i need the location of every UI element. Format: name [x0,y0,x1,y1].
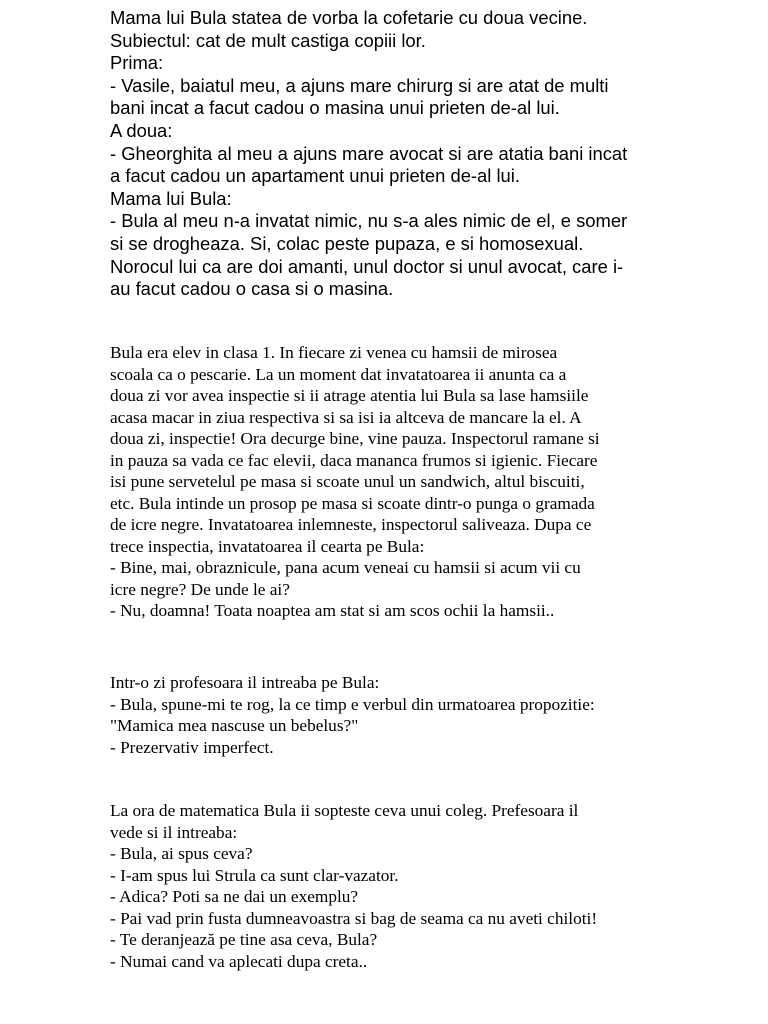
joke-mama-lui-bula [110,7,750,301]
text-line: - Te deranjează pe tine asa ceva, Bula? [110,930,378,949]
text-line: - Adica? Poti sa ne dai un exemplu? [110,887,359,906]
text-line: - Gheorghita al meu a ajuns mare avocat si are atatia bani incat [110,142,628,164]
text-line: - Bula, ai spus ceva? [110,844,253,863]
text-line: trece inspectia, invatatoarea il cearta pe Bula: [110,536,425,556]
text-line: scoala ca o pescarie. La un moment dat invatatoarea ii anunta ca a [110,364,567,384]
text-line: A doua: [110,119,173,141]
text-line: - Prezervativ imperfect. [110,737,274,757]
text-line: - Vasile, baiatul meu, a ajuns mare chirurg si are atat de multi [110,74,609,96]
text-line: - Bula, spune-mi te rog, la ce timp e verbul din urmatoarea propozitie: [110,694,595,714]
text-line: - I-am spus lui Strula ca sunt clar-vazator. [110,865,399,885]
text-line: Intr-o zi profesoara il intreaba pe Bula: [110,673,380,692]
text-line: doua zi vor avea inspectie si ii atrage atentia lui Bula sa lase hamsiile [110,386,589,405]
text-line: de icre negre. Invatatoarea inlemneste, inspectorul saliveaza. Dupa ce [110,515,592,534]
text-line: Bula era elev in clasa 1. In fiecare zi venea cu hamsii de mirosea [110,343,558,362]
text-line: - Nu, doamna! Toata noaptea am stat si am scos ochii la hamsii.. [110,601,555,620]
text-line: bani incat a facut cadou o masina unui prieten de-al lui. [110,97,560,119]
text-line: - Numai cand va aplecati dupa creta.. [110,951,368,971]
text-line: - Pai vad prin fusta dumneavoastra si bag de seama ca nu aveti chiloti! [110,908,598,928]
text-line: Mama lui Bula statea de vorba la cofetarie cu doua vecine. [110,7,588,28]
text-line: icre negre? De unde le ai? [110,579,290,599]
text-line: si se drogheaza. Si, colac peste pupaza, e si homosexual. [110,232,584,254]
text-line: Mama lui Bula: [110,187,232,209]
text-line: in pauza sa vada ce fac elevii, daca mananca frumos si igienic. Fiecare [110,450,598,470]
text-line: La ora de matematica Bula ii sopteste ceva unui coleg. Prefesoara il [110,801,579,820]
text-line: - Bine, mai, obraznicule, pana acum veneai cu hamsii si acum vii cu [110,558,581,577]
joke-clar-vazator [110,800,750,972]
text-line: doua zi, inspectie! Ora decurge bine, vine pauza. Inspectorul ramane si [110,429,600,448]
text-line: vede si il intreaba: [110,822,238,842]
text-line: - Bula al meu n-a invatat nimic, nu s-a ales nimic de el, e somer [110,210,628,232]
text-line: Norocul lui ca are doi amanti, unul doctor si unul avocat, care i- [110,255,624,277]
text-line: "Mamica mea nascuse un bebelus?" [110,716,359,735]
text-line: acasa macar in ziua respectiva si sa isi ia altceva de mancare la el. A [110,407,582,427]
joke-hamsii [110,342,750,622]
text-line: a facut cadou un apartament unui prieten de-al lui. [110,165,520,187]
text-line: Prima: [110,52,164,74]
text-line: isi pune servetelul pe masa si scoate unul un sandwich, altul biscuiti, [110,472,585,491]
text-line: au facut cadou o casa si o masina. [110,278,394,300]
text-line: etc. Bula intinde un prosop pe masa si scoate dintr-o punga o gramada [110,493,595,513]
text-line: Subiectul: cat de mult castiga copiii lor. [110,29,426,51]
joke-prezervativ [110,672,750,758]
